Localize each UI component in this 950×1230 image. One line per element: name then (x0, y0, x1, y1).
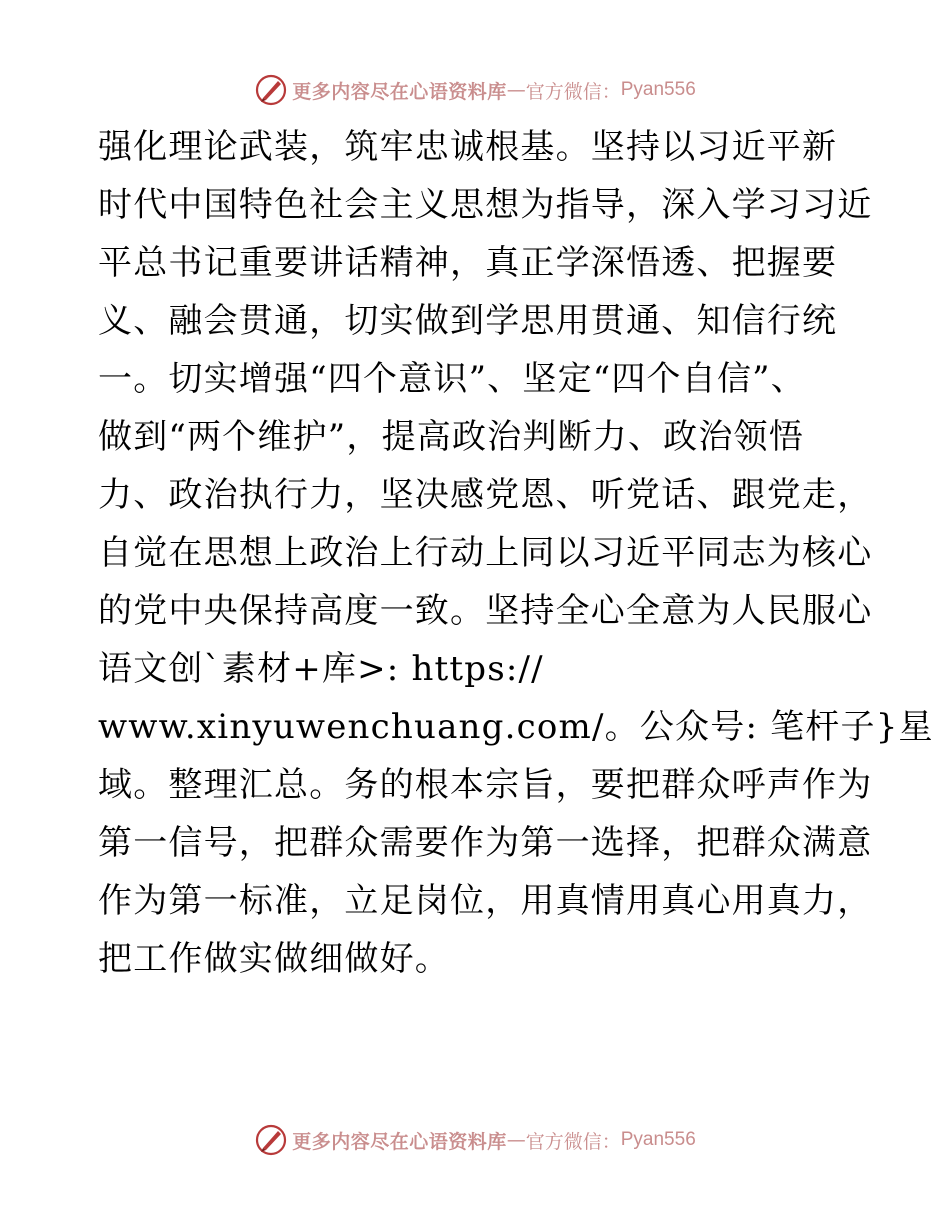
header-watermark (0, 70, 950, 110)
text-line: 第一信号，把群众需要作为第一选择，把群众满意 (98, 823, 873, 863)
text-line: 的党中央保持高度一致。坚持全心全意为人民服心 (98, 591, 873, 631)
footer-watermark (0, 1120, 950, 1160)
document-body (98, 118, 934, 988)
text-line: 作为第一标准，立足岗位，用真情用真心用真力， (98, 881, 873, 921)
text-line: 语文创`素材+库>: https:// (98, 649, 544, 689)
text-line: 强化理论武装，筑牢忠诚根基。坚持以习近平新 (98, 127, 838, 167)
watermark-wechat-id: Pyan556 (620, 79, 696, 100)
text-line: 一。切实增强“四个意识”、坚定“四个自信”、 (98, 359, 806, 399)
text-line: 做到“两个维护”，提高政治判断力、政治领悟 (98, 417, 804, 457)
watermark-brand-text: 更多内容尽在心语资料库 (292, 80, 507, 103)
watermark-wechat-id: Pyan556 (620, 1129, 696, 1150)
text-line: 力、政治执行力，坚决感党恩、听党话、跟党走， (98, 475, 873, 515)
watermark-wechat-label: 官方微信： (525, 1130, 621, 1153)
watermark-dash: — (506, 1129, 526, 1151)
text-line: 自觉在思想上政治上行动上同以习近平同志为核心 (98, 533, 873, 573)
quill-logo-icon (254, 1123, 288, 1157)
watermark-brand-text: 更多内容尽在心语资料库 (292, 1130, 507, 1153)
watermark-dash: — (506, 79, 526, 101)
text-line: 平总书记重要讲话精神，真正学深悟透、把握要 (98, 243, 838, 283)
text-line: 域。整理汇总。务的根本宗旨，要把群众呼声作为 (98, 765, 873, 805)
text-line: 义、融会贯通，切实做到学思用贯通、知信行统 (98, 301, 838, 341)
text-line: www.xinyuwenchuang.com/。公众号: 笔杆子}星 (98, 707, 934, 747)
text-line: 时代中国特色社会主义思想为指导，深入学习习近 (98, 185, 873, 225)
text-line: 把工作做实做细做好。 (98, 939, 450, 979)
quill-logo-icon (254, 73, 288, 107)
watermark-wechat-label: 官方微信： (525, 80, 621, 103)
